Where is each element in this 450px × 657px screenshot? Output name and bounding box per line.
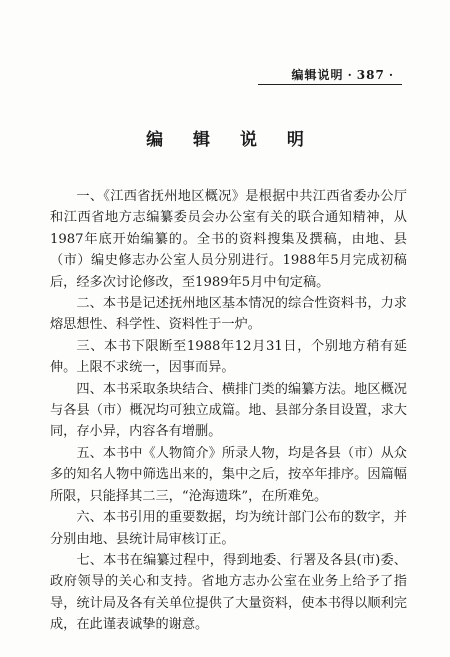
header-separator-dot: · <box>347 68 353 82</box>
running-header-section: 编辑说明 <box>291 68 344 82</box>
header-rule <box>258 84 402 85</box>
paragraph-2: 二、本书是记述抚州地区基本情况的综合性资料书，力求熔思想性、科学性、资料性于一炉。 <box>50 296 407 333</box>
header-trailing-dot: · <box>388 68 394 82</box>
paragraph-3: 三、本书下限断至1988年12月31日，个别地方稍有延伸。上限不求统一，因事而异。 <box>50 338 407 376</box>
page-number: 387 <box>356 68 385 82</box>
paragraph-4: 四、本书采取条块结合、横排门类的编纂方法。地区概况与各县（市）概况均可独立成篇。地、县部分条目设置，求大同，存小异，内容各有增删。 <box>50 381 407 440</box>
paragraph-1: 一、《江西省抚州地区概况》是根据中共江西省委办公厅和江西省地方志编纂委员会办公室有关的联合通知精神，从1987年底开始编纂的。全书的资料搜集及撰稿，由地、县（市）编史修志办公室人员分别进行。1988年5月完成初稿后，经多次讨论修改，至1989年5月中旬定稿。 <box>50 189 407 290</box>
page-title: 编 辑 说 明 <box>146 130 316 150</box>
paragraph-6: 六、本书引用的重要数据，均为统计部门公布的数字，并分别由地、县统计局审核订正。 <box>50 510 407 547</box>
paragraph-7: 七、本书在编纂过程中，得到地委、行署及各县(市)委、政府领导的关心和支持。省地方志办公室在业务上给予了指导，统计局及各有关单位提供了大量资料，使本书得以顺利完成，在此谨表诚挚的谢意。 <box>50 552 407 633</box>
body-text <box>50 186 407 636</box>
paragraph-5: 五、本书中《人物简介》所录人物，均是各县（市）从众多的知名人物中筛选出来的，集中之后，按卒年排序。因篇幅所限，只能择其二三，“沧海遗珠”，在所难免。 <box>50 445 407 504</box>
running-header <box>292 66 398 83</box>
